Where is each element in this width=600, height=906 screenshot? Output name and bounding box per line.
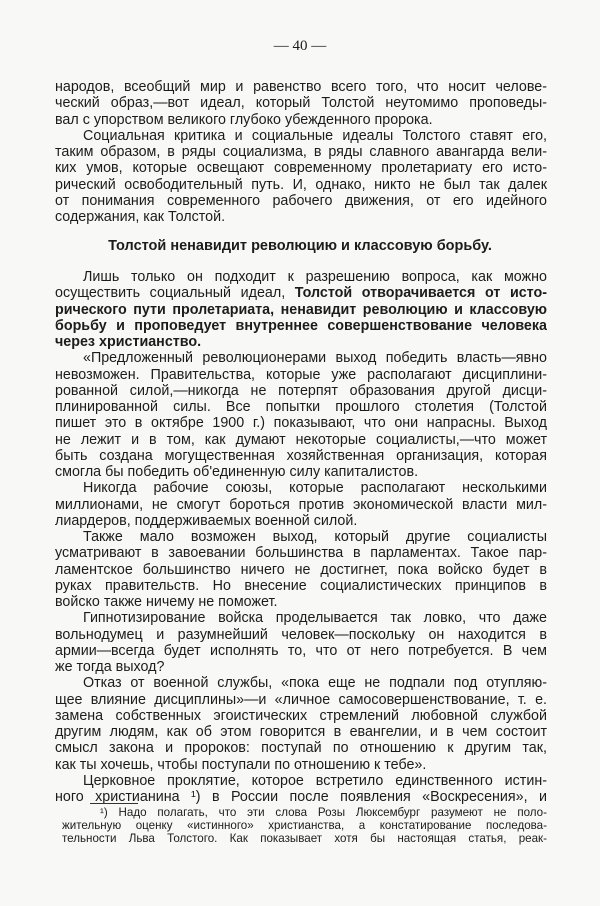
text-line bbox=[55, 464, 547, 480]
text-span: армии—всегда будет исполнять то, что от него потребуется. В чем bbox=[55, 642, 547, 659]
footnote-line: жительную оценку «истинного» христианства, а констатирование последова- bbox=[62, 819, 547, 832]
text-line bbox=[55, 432, 547, 448]
text-span: лиардеров, поддерживаемых военной силой. bbox=[55, 512, 358, 529]
page-number: — 40 — bbox=[273, 38, 327, 54]
text-span: ких умов, которые освещают современному пролетариату его исто- bbox=[55, 160, 547, 177]
text-line bbox=[55, 578, 547, 594]
text-line bbox=[55, 594, 547, 610]
text-line bbox=[55, 177, 547, 193]
text-span: смысл закона и пророков: поступай по отношению к другим так, bbox=[55, 740, 547, 757]
text-line bbox=[55, 757, 547, 773]
text-line bbox=[55, 497, 547, 513]
text-span: Социальная критика и социальные идеалы Толстого ставят его, bbox=[83, 127, 547, 144]
text-line bbox=[83, 128, 547, 144]
text-span: ческий образ,—вот идеал, который Толстой неутомимо проповеды- bbox=[55, 95, 547, 112]
bold-text: Толстой отворачивается от исто- bbox=[294, 285, 547, 302]
text-line bbox=[83, 773, 547, 789]
text-span: Никогда рабочие союзы, которые располагают несколькими bbox=[83, 480, 547, 497]
text-line bbox=[55, 724, 547, 740]
text-line bbox=[55, 692, 547, 708]
text-span: от понимания современного рабочего движения, от его идейного bbox=[55, 192, 547, 209]
text-span: ного христианина ¹) в России после появления «Воскресения», и bbox=[55, 789, 547, 805]
text-line bbox=[55, 415, 547, 431]
text-line bbox=[83, 529, 547, 545]
text-line bbox=[83, 350, 547, 366]
text-line bbox=[55, 740, 547, 756]
text-line bbox=[55, 79, 547, 95]
text-span: Церковное проклятие, которое встретило единственного истин- bbox=[83, 772, 547, 789]
text-span: смогла бы победить об'единенную силу капиталистов. bbox=[55, 464, 419, 480]
text-line bbox=[55, 334, 547, 350]
text-span: Отказ от военной службы, «пока еще не подпали под отупляю- bbox=[83, 675, 547, 692]
text-span: содержания, как Толстой. bbox=[55, 209, 226, 225]
text-line bbox=[55, 144, 547, 160]
text-span: таким образом, в ряды социализма, в ряды славного авангарда вели- bbox=[55, 144, 547, 160]
text-span: не лежит и в том, как думают некоторые социалисты,—что может bbox=[55, 431, 547, 448]
text-span: миллионами, не смогут бороться против экономической власти мил- bbox=[55, 496, 547, 513]
footnote-line: тельности Льва Толстого. Как показывает хотя бы настоящая статья, реак- bbox=[62, 832, 547, 845]
text-span: Лишь только он подходит к разрешению вопроса, как можно bbox=[83, 269, 547, 285]
text-span: плинированной силы. Все попытки прошлого столетия (Толстой bbox=[55, 399, 547, 415]
text-span: рический освободительный путь. И, однако, никто не был так далек bbox=[55, 176, 547, 193]
text-span: щее влияние дисциплины»—и «личное самосовершенствование, т. е. bbox=[55, 691, 547, 708]
text-span: вольнодумец и разумнейший человек—поскольку он находится в bbox=[55, 626, 547, 643]
text-line bbox=[55, 545, 547, 561]
bold-text: борьбу и проповедует внутреннее совершенствование человека bbox=[55, 317, 547, 334]
text-span: же тогда выход? bbox=[55, 659, 165, 675]
section-heading: Толстой ненавидит революцию и классовую борьбу. bbox=[108, 238, 492, 254]
text-span: Также мало возможен выход, который другие социалисты bbox=[83, 529, 547, 545]
bold-text: через христианство. bbox=[55, 334, 202, 350]
text-line bbox=[55, 112, 547, 128]
text-line bbox=[55, 160, 547, 176]
text-line bbox=[55, 367, 547, 383]
footnote-line: ¹) Надо полагать, что эти слова Розы Люксембург разумеют не поло- bbox=[100, 806, 547, 819]
text-line bbox=[55, 302, 547, 318]
text-line bbox=[55, 318, 547, 334]
text-line bbox=[55, 193, 547, 209]
text-span: другим людям, как об этом говорится в евангелии, и в чем состоит bbox=[55, 724, 547, 740]
text-span: «Предложенный революционерами выход победить власть—явно bbox=[83, 350, 547, 367]
text-span: пишет это в октябре 1900 г.) показывают, что они напрасны. Выход bbox=[55, 415, 547, 432]
text-span: войско также ничему не поможет. bbox=[55, 594, 278, 610]
text-span: замена собственных эгоистических стремлений любовной службой bbox=[55, 707, 547, 724]
text-span: как ты хочешь, чтобы поступали по отношению к тебе». bbox=[55, 756, 427, 773]
text-line bbox=[83, 675, 547, 691]
text-span: невозможен. Правительства, которые уже располагают дисциплини- bbox=[55, 366, 547, 383]
text-span: руках правительств. Но внесение социалистических принципов в bbox=[55, 577, 547, 594]
text-span: рованной силой,—никогда не потерпят образования другой дисци- bbox=[55, 382, 547, 399]
text-line bbox=[55, 448, 547, 464]
text-span: Гипнотизирование войска проделывается так ловко, что даже bbox=[83, 610, 547, 627]
text-span: усматривают в завоевании большинства в парламентах. Такое пар- bbox=[55, 545, 547, 562]
text-line bbox=[55, 399, 547, 415]
text-line bbox=[83, 610, 547, 626]
text-span: осуществить социальный идеал, bbox=[55, 285, 295, 302]
text-span: ламентское большинство ничего не достигнет, пока войско будет в bbox=[55, 561, 547, 578]
text-line bbox=[55, 95, 547, 111]
text-line bbox=[55, 708, 547, 724]
text-line bbox=[55, 513, 547, 529]
text-span: вал с упорством великого глубоко убежденного пророка. bbox=[55, 111, 433, 128]
text-line bbox=[55, 209, 547, 225]
text-line bbox=[55, 659, 547, 675]
text-line bbox=[55, 562, 547, 578]
text-line bbox=[55, 285, 547, 301]
text-line bbox=[55, 643, 547, 659]
text-span: быть создана могущественная хозяйственная организация, которая bbox=[55, 447, 547, 464]
text-line bbox=[55, 383, 547, 399]
text-span: народов, всеобщий мир и равенство всего того, что носит челове- bbox=[55, 79, 547, 95]
footnote-divider bbox=[90, 803, 138, 804]
text-line bbox=[55, 627, 547, 643]
bold-text: рического пути пролетариата, ненавидит революцию и классовую bbox=[55, 301, 547, 318]
text-line bbox=[83, 269, 547, 285]
text-line bbox=[83, 480, 547, 496]
